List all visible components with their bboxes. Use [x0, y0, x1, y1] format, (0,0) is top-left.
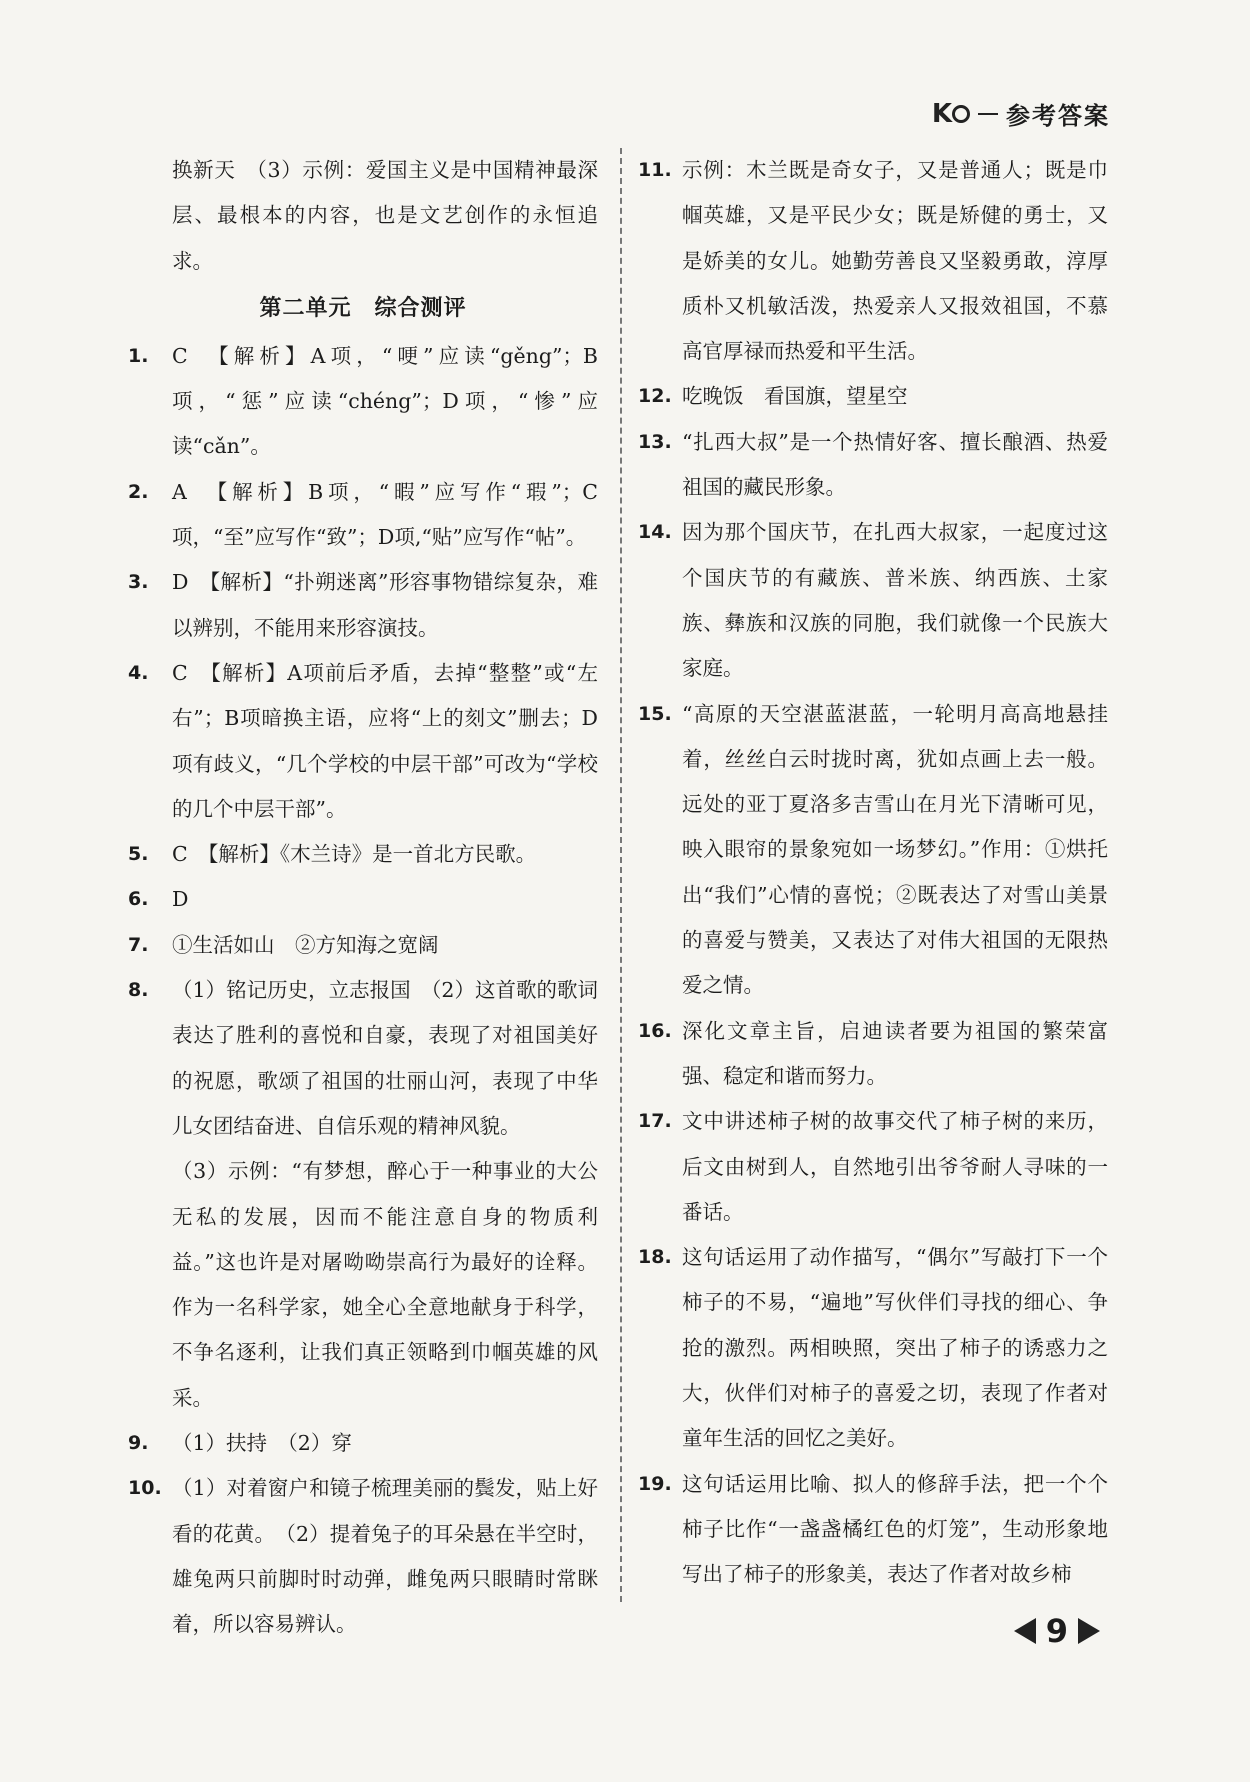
answer-number: 9.	[128, 1432, 149, 1455]
answer-text: 因为那个国庆节，在扎西大叔家，一起度过这个国庆节的有藏族、普米族、纳西族、土家族、彝族和汉族的同胞，我们就像一个民族大家庭。	[682, 520, 1108, 681]
answer-number: 19.	[638, 1472, 672, 1495]
answer-item	[638, 510, 1108, 691]
answer-number: 16.	[638, 1019, 672, 1042]
answer-number: 3.	[128, 571, 149, 594]
answer-item	[638, 692, 1108, 1009]
answer-item	[128, 832, 598, 877]
answer-item	[128, 1466, 598, 1647]
answer-item	[638, 420, 1108, 511]
answer-text: 吃晚饭 看国旗，望星空	[682, 384, 908, 409]
answer-text: “高原的天空湛蓝湛蓝，一轮明月高高地悬挂着，丝丝白云时拢时离，犹如点画上去一般。远处的亚丁夏洛多吉雪山在月光下清晰可见，映入眼帘的景象宛如一场梦幻。”作用：①烘托出“我们”心情的喜悦；②既表达了对雪山美景的喜爱与赞美，又表达了对伟大祖国的无限热爱之情。	[682, 701, 1108, 998]
answer-number: 2.	[128, 480, 149, 503]
answer-item	[128, 1149, 598, 1421]
answer-item	[128, 877, 598, 922]
answer-item	[128, 651, 598, 832]
intro-continuation: 换新天 （3）示例：爱国主义是中国精神最深层、最根本的内容，也是文艺创作的永恒追求。	[172, 158, 598, 273]
answer-item	[638, 1009, 1108, 1100]
answer-item	[128, 923, 598, 968]
section-title: 第二单元 综合测评	[259, 295, 467, 321]
answer-number: 8.	[128, 979, 149, 1002]
answer-number: 12.	[638, 385, 672, 408]
prev-page-icon[interactable]	[1014, 1618, 1036, 1644]
page-header	[932, 96, 1110, 131]
answer-text: 示例：木兰既是奇女子，又是普通人；既是巾帼英雄，又是平民少女；既是矫健的勇士，又是娇美的女儿。她勤劳善良又坚毅勇敢，淳厚质朴又机敏活泼，热爱亲人又报效祖国，不慕高官厚禄而热爱和平生活。	[682, 158, 1108, 364]
next-page-icon[interactable]	[1078, 1618, 1100, 1644]
answer-number: 10.	[128, 1477, 162, 1500]
brand-logo-icon: K	[932, 99, 970, 129]
answer-text: C 【解析】A项，“哽”应读“gěng”；B项，“惩”应读“chéng”；D项，“惨”应读“cǎn”。	[172, 343, 598, 459]
answer-number: 1.	[128, 344, 149, 367]
answer-number: 15.	[638, 702, 672, 725]
answer-number: 13.	[638, 430, 672, 453]
left-answer-list	[128, 334, 598, 1648]
answer-text: 这句话运用比喻、拟人的修辞手法，把一个个柿子比作“一盏盏橘红色的灯笼”，生动形象地写出了柿子的形象美，表达了作者对故乡柿	[682, 1471, 1108, 1587]
page-number: 9	[1045, 1612, 1068, 1650]
answer-text: ①生活如山 ②方知海之宽阔	[172, 932, 439, 957]
answer-item	[128, 334, 598, 470]
answer-number: 17.	[638, 1110, 672, 1133]
answer-number: 14.	[638, 521, 672, 544]
page-pager	[1014, 1612, 1100, 1650]
answer-text: 文中讲述柿子树的故事交代了柿子树的来历，后文由树到人，自然地引出爷爷耐人寻味的一番话。	[682, 1109, 1108, 1224]
answer-number: 18.	[638, 1246, 672, 1269]
answer-number: 4.	[128, 661, 149, 684]
answer-text: A 【解析】B项，“暇”应写作“瑕”；C项，“至”应写作“致”；D项,“贴”应写作“帖”。	[172, 479, 598, 550]
answer-item	[638, 374, 1108, 419]
answer-text: （1）铭记历史，立志报国 （2）这首歌的歌词表达了胜利的喜悦和自豪，表现了对祖国美好的祝愿，歌颂了祖国的壮丽山河，表现了中华儿女团结奋进、自信乐观的精神风貌。	[172, 978, 598, 1138]
answer-text: “扎西大叔”是一个热情好客、擅长酿酒、热爱祖国的藏民形象。	[682, 429, 1108, 500]
answer-text: 深化文章主旨，启迪读者要为祖国的繁荣富强、稳定和谐而努力。	[682, 1018, 1108, 1088]
answer-item	[638, 148, 1108, 374]
right-answer-list	[638, 148, 1108, 1598]
answer-text: D	[172, 887, 189, 912]
answer-text: C 【解析】《木兰诗》是一首北方民歌。	[172, 842, 537, 867]
answer-number: 11.	[638, 159, 672, 181]
header-dash	[978, 113, 998, 115]
answer-item	[638, 1462, 1108, 1598]
header-title: 参考答案	[1006, 102, 1110, 130]
answer-text: （1）对着窗户和镜子梳理美丽的鬓发，贴上好看的花黄。 （2）提着兔子的耳朵悬在半空时，雄兔两只前脚时时动弹，雌兔两只眼睛时常眯着，所以容易辨认。	[172, 1476, 598, 1637]
answer-item	[128, 470, 598, 561]
left-column	[128, 148, 598, 1648]
answer-number: 6.	[128, 888, 149, 911]
answer-item	[638, 1099, 1108, 1235]
answer-text: （3）示例：“有梦想，醉心于一种事业的大公无私的发展，因而不能注意自身的物质利益。”这也许是对屠呦呦崇高行为最好的诠释。作为一名科学家，她全心全意地献身于科学，不争名逐利，让我们真正领略到巾帼英雄的风采。	[172, 1159, 598, 1410]
answer-item	[128, 560, 598, 651]
answer-item	[128, 968, 598, 1149]
answer-item	[128, 1421, 598, 1466]
answer-text: 这句话运用了动作描写，“偶尔”写敲打下一个柿子的不易，“遍地”写伙伴们寻找的细心、争抢的激烈。两相映照，突出了柿子的诱惑力之大，伙伴们对柿子的喜爱之切，表现了作者对童年生活的回忆之美好。	[682, 1245, 1108, 1451]
answer-text: D 【解析】“扑朔迷离”形容事物错综复杂，难以辨别，不能用来形容演技。	[172, 570, 598, 640]
answer-number: 5.	[128, 843, 149, 866]
answer-item	[638, 1235, 1108, 1461]
answer-number: 7.	[128, 933, 149, 956]
answer-text: （1）扶持 （2）穿	[172, 1431, 352, 1456]
answer-text: C 【解析】A项前后矛盾，去掉“整整”或“左右”；B项暗换主语，应将“上的刻文”删去；D项有歧义，“几个学校的中层干部”可改为“学校的几个中层干部”。	[172, 660, 598, 821]
right-column	[638, 148, 1108, 1598]
column-divider	[620, 148, 622, 1602]
